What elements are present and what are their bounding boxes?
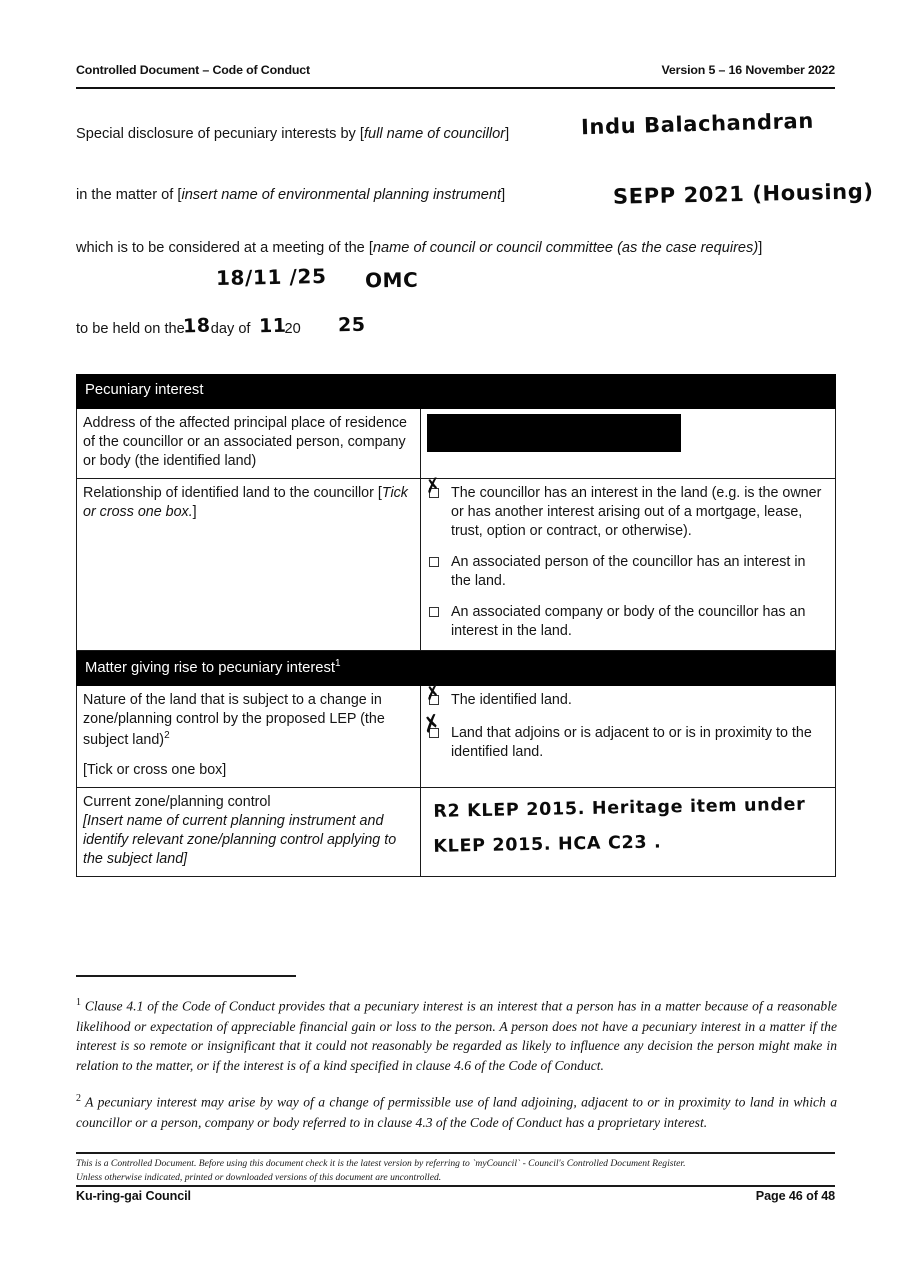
held-prefix: to be held on the bbox=[76, 321, 185, 337]
held-year-prefix: 20 bbox=[284, 321, 301, 337]
held-mid: day of bbox=[210, 321, 251, 337]
table-row-nature-of-land bbox=[77, 686, 836, 788]
current-zone-label bbox=[77, 788, 421, 877]
page-footer bbox=[76, 1189, 835, 1203]
section1-title: Pecuniary interest bbox=[77, 375, 836, 409]
disclosure-placeholder: full name of councillor bbox=[363, 126, 506, 142]
handwritten-day: 18 bbox=[182, 314, 212, 338]
handwritten-year: 25 bbox=[337, 313, 366, 337]
checkbox-option-councillor-interest[interactable] bbox=[422, 473, 829, 541]
footnote-divider bbox=[76, 975, 296, 977]
footer-council-name: Ku-ring-gai Council bbox=[76, 1189, 191, 1203]
nature-label-line1-wrap bbox=[83, 691, 414, 750]
checkbox-option-identified-land[interactable] bbox=[422, 680, 829, 710]
footer-controlled-document-notice bbox=[76, 1157, 835, 1186]
header-version-right: Version 5 – 16 November 2022 bbox=[661, 63, 835, 77]
meeting-line bbox=[76, 238, 835, 260]
table-row-relationship bbox=[77, 478, 836, 650]
header-title-left: Controlled Document – Code of Conduct bbox=[76, 63, 310, 77]
checkbox-option-adjoining-land[interactable] bbox=[419, 712, 829, 762]
footnote-2-text: A pecuniary interest may arise by way of a change of permissible use of land adjoining, adjacent to or in proximity to land in which a councillor or a person, company or body referred to in clause 4.3 of the Code of Conduct has a proprietary interest. bbox=[76, 1094, 837, 1130]
footer-divider-top bbox=[76, 1152, 835, 1154]
footer-divider-bottom bbox=[76, 1185, 835, 1187]
header-divider bbox=[76, 87, 835, 89]
disclosure-suffix: ] bbox=[505, 126, 510, 142]
meeting-placeholder: name of council or council committee (as the case requires) bbox=[372, 240, 759, 256]
nature-label bbox=[77, 686, 421, 788]
footer-notice-line2: Unless otherwise indicated, printed or downloaded versions of this document are uncontrolled. bbox=[76, 1172, 442, 1184]
footnote-1 bbox=[76, 996, 837, 1076]
section2-footnote-marker: 1 bbox=[335, 657, 341, 669]
relationship-options-cell bbox=[421, 473, 836, 650]
footnote-2 bbox=[76, 1092, 837, 1132]
address-value-cell bbox=[421, 408, 836, 478]
meeting-prefix: which is to be considered at a meeting of the [ bbox=[76, 240, 373, 256]
matter-prefix: in the matter of [ bbox=[76, 187, 182, 203]
matter-suffix: ] bbox=[501, 187, 506, 203]
current-zone-label-hint: [Insert name of current planning instrument and identify relevant zone/planning control applying to the subject land] bbox=[83, 813, 397, 868]
handwritten-committee: OMC bbox=[364, 267, 419, 293]
footer-page-number: Page 46 of 48 bbox=[755, 1189, 835, 1203]
redaction-bar bbox=[427, 414, 681, 452]
table-row-address bbox=[77, 408, 836, 478]
table-section-header-matter bbox=[77, 650, 836, 686]
footnote-1-text: Clause 4.1 of the Code of Conduct provides that a pecuniary interest is an interest that a person has in a matter because of a reasonable likelihood or expectation of appreciable financial gain or loss to the person. A person does not have a pecuniary interest in a matter if the interest is so remote or insignificant that it could not reasonably be regarded as likely to influence any decision the person might make in relation to the matter, or if the interest is of a kind specified in clause 4.6 of the Code of Conduct. bbox=[76, 998, 837, 1074]
x-mark-icon: ✗ bbox=[419, 712, 439, 740]
checkbox-option-label: Land that adjoins or is adjacent to or is in proximity to the identified land. bbox=[451, 725, 812, 761]
checkbox-option-label: The councillor has an interest in the land (e.g. is the owner or has another interest arising out of a mortgage, lease, trust, option or contract, or otherwise). bbox=[451, 484, 822, 539]
checkbox-icon[interactable] bbox=[429, 557, 439, 567]
handwritten-month: 11 bbox=[258, 314, 287, 338]
x-mark-icon: ✗ bbox=[422, 680, 444, 706]
handwritten-current-zone-line2: KLEP 2015. HCA C23 . bbox=[433, 832, 662, 857]
relationship-label-end: ] bbox=[192, 503, 197, 520]
nature-label-line2: [Tick or cross one box] bbox=[83, 762, 227, 779]
current-zone-label-main: Current zone/planning control bbox=[83, 794, 271, 811]
handwritten-planning-instrument: SEPP 2021 (Housing) bbox=[612, 179, 874, 209]
checkbox-option-label: An associated company or body of the councillor has an interest in the land. bbox=[451, 603, 806, 639]
x-mark-icon: ✗ bbox=[422, 473, 444, 499]
matter-placeholder: insert name of environmental planning instrument bbox=[181, 187, 502, 203]
disclosure-prefix: Special disclosure of pecuniary interests by [ bbox=[76, 126, 364, 142]
checkbox-option-label: An associated person of the councillor has an interest in the land. bbox=[451, 553, 806, 589]
relationship-label bbox=[77, 478, 421, 650]
pecuniary-interest-table bbox=[76, 374, 836, 877]
section2-title: Matter giving rise to pecuniary interest bbox=[85, 659, 336, 676]
table-section-header-pecuniary-interest bbox=[77, 375, 836, 409]
document-header bbox=[76, 63, 835, 77]
section2-title-cell bbox=[77, 650, 836, 686]
nature-footnote-marker: 2 bbox=[164, 730, 170, 742]
handwritten-current-zone-line1: R2 KLEP 2015. Heritage item under bbox=[433, 794, 806, 822]
nature-label-line1: Nature of the land that is subject to a change in zone/planning control by the proposed LEP (the subject land) bbox=[83, 692, 385, 749]
relationship-label-hint: Tick or cross one box. bbox=[83, 484, 408, 520]
meeting-suffix: ] bbox=[758, 240, 763, 256]
current-zone-value-cell bbox=[421, 788, 836, 877]
nature-options-cell bbox=[419, 680, 836, 788]
footnotes-block bbox=[76, 996, 837, 1133]
table-row-current-zone bbox=[77, 788, 836, 877]
footnote-2-marker: 2 bbox=[76, 1093, 81, 1105]
checkbox-icon[interactable] bbox=[429, 607, 439, 617]
checkbox-option-associated-company[interactable] bbox=[427, 603, 829, 641]
footnote-1-marker: 1 bbox=[76, 997, 81, 1008]
address-label: Address of the affected principal place of residence of the councillor or an associated person, company or body (the identified land) bbox=[77, 408, 421, 478]
checkbox-option-associated-person[interactable] bbox=[427, 553, 829, 591]
checkbox-option-label: The identified land. bbox=[451, 692, 572, 709]
handwritten-meeting-date: 18/11 /25 bbox=[215, 264, 327, 290]
handwritten-councillor-name: Indu Balachandran bbox=[580, 108, 815, 140]
footer-notice-line1: This is a Controlled Document. Before using this document check it is the latest version by referring to `myCouncil` - Council's Controlled Document Register. bbox=[76, 1158, 686, 1169]
relationship-label-main: Relationship of identified land to the councillor [ bbox=[83, 484, 382, 501]
